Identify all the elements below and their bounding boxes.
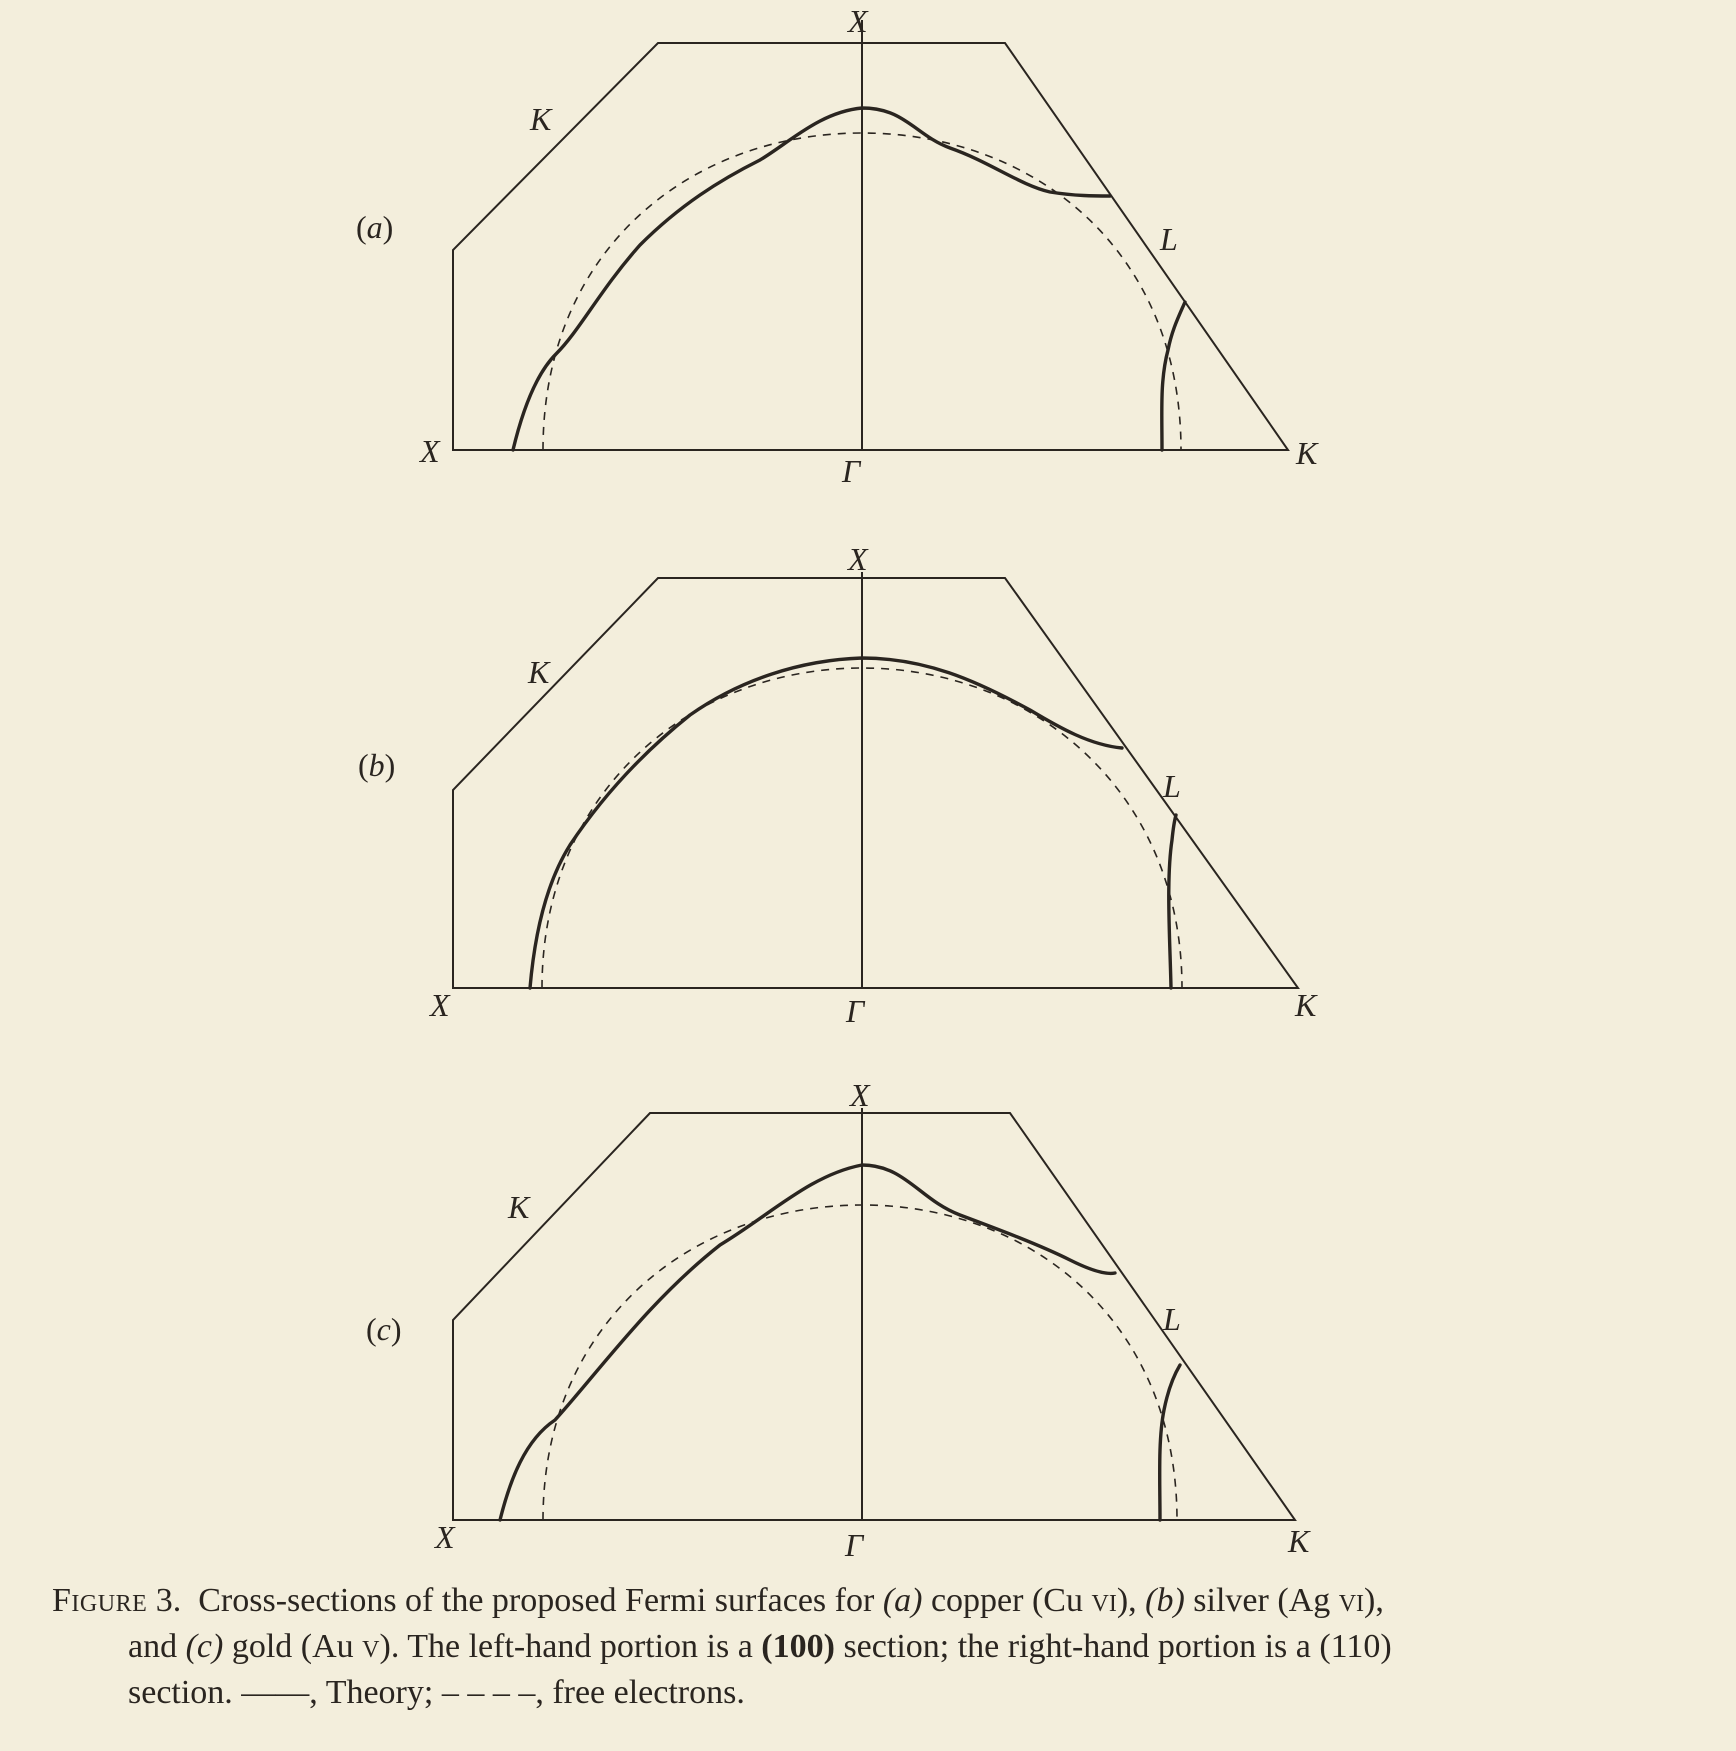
caption-a-code: vi — [1091, 1582, 1117, 1619]
label-x-top-a: X — [848, 3, 868, 39]
caption-section-110: (110) — [1319, 1628, 1392, 1665]
caption-a-label: (a) — [882, 1582, 923, 1619]
panel-label-c: (c) — [366, 1311, 402, 1347]
caption-figure-number: 3. — [155, 1582, 182, 1619]
free-electron-curve-c — [543, 1205, 1177, 1520]
caption-c-metal: gold (Au — [231, 1628, 363, 1665]
label-k-right-c: K — [1288, 1523, 1310, 1559]
label-x-top-c: X — [850, 1077, 870, 1113]
label-k-right-b: K — [1295, 987, 1317, 1023]
caption-line-1 — [52, 1578, 1692, 1624]
label-gamma-c: Γ — [845, 1527, 864, 1563]
caption-sep2: ), — [1364, 1582, 1384, 1619]
caption-b-code: vi — [1338, 1582, 1365, 1619]
theory-curve-left-b — [530, 658, 1122, 988]
caption-c-code: v — [362, 1628, 380, 1665]
caption-sep1: ), — [1116, 1582, 1137, 1619]
panel-a — [356, 3, 1319, 489]
caption-c-label: (c) — [185, 1628, 224, 1665]
caption-line2-mid: section; the right-hand portion is a — [843, 1628, 1311, 1665]
panel-label-a: (a) — [356, 209, 394, 245]
label-x-left-b: X — [430, 987, 450, 1023]
caption-a-metal: copper (Cu — [930, 1582, 1092, 1619]
caption-line2-text: The left-hand portion is a — [407, 1628, 753, 1665]
label-x-left-c: X — [435, 1519, 455, 1555]
label-gamma-b: Γ — [846, 993, 865, 1029]
caption-line3-text: section. ——, Theory; – – – –, free electrons. — [128, 1674, 745, 1711]
label-gamma-a: Γ — [842, 453, 861, 489]
caption-b-metal: silver (Ag — [1193, 1582, 1339, 1619]
caption-sep3: ). — [379, 1628, 400, 1665]
caption-figure-word: Figure — [52, 1582, 148, 1619]
label-l-a: L — [1160, 221, 1178, 257]
label-l-b: L — [1163, 768, 1181, 804]
caption-line1-text: Cross-sections of the proposed Fermi surfaces for — [198, 1582, 875, 1619]
caption-and-word: and — [128, 1628, 178, 1665]
caption-b-label: (b) — [1145, 1582, 1185, 1619]
label-l-c: L — [1163, 1301, 1181, 1337]
panel-b — [358, 541, 1318, 1029]
label-x-left-a: X — [420, 433, 440, 469]
label-k-left-b: K — [528, 654, 550, 690]
caption-line-2 — [52, 1624, 1692, 1670]
label-k-left-a: K — [530, 101, 552, 137]
panel-c — [366, 1077, 1311, 1563]
theory-curve-left-a — [513, 108, 1110, 450]
label-x-top-b: X — [848, 541, 868, 577]
panel-label-b: (b) — [358, 747, 396, 783]
label-k-left-c: K — [508, 1189, 530, 1225]
caption-line-3 — [52, 1670, 1692, 1716]
figure-caption — [52, 1578, 1692, 1716]
caption-section-100: (100) — [761, 1628, 835, 1665]
theory-curve-right-b — [1169, 815, 1176, 988]
label-k-right-a: K — [1296, 435, 1318, 471]
